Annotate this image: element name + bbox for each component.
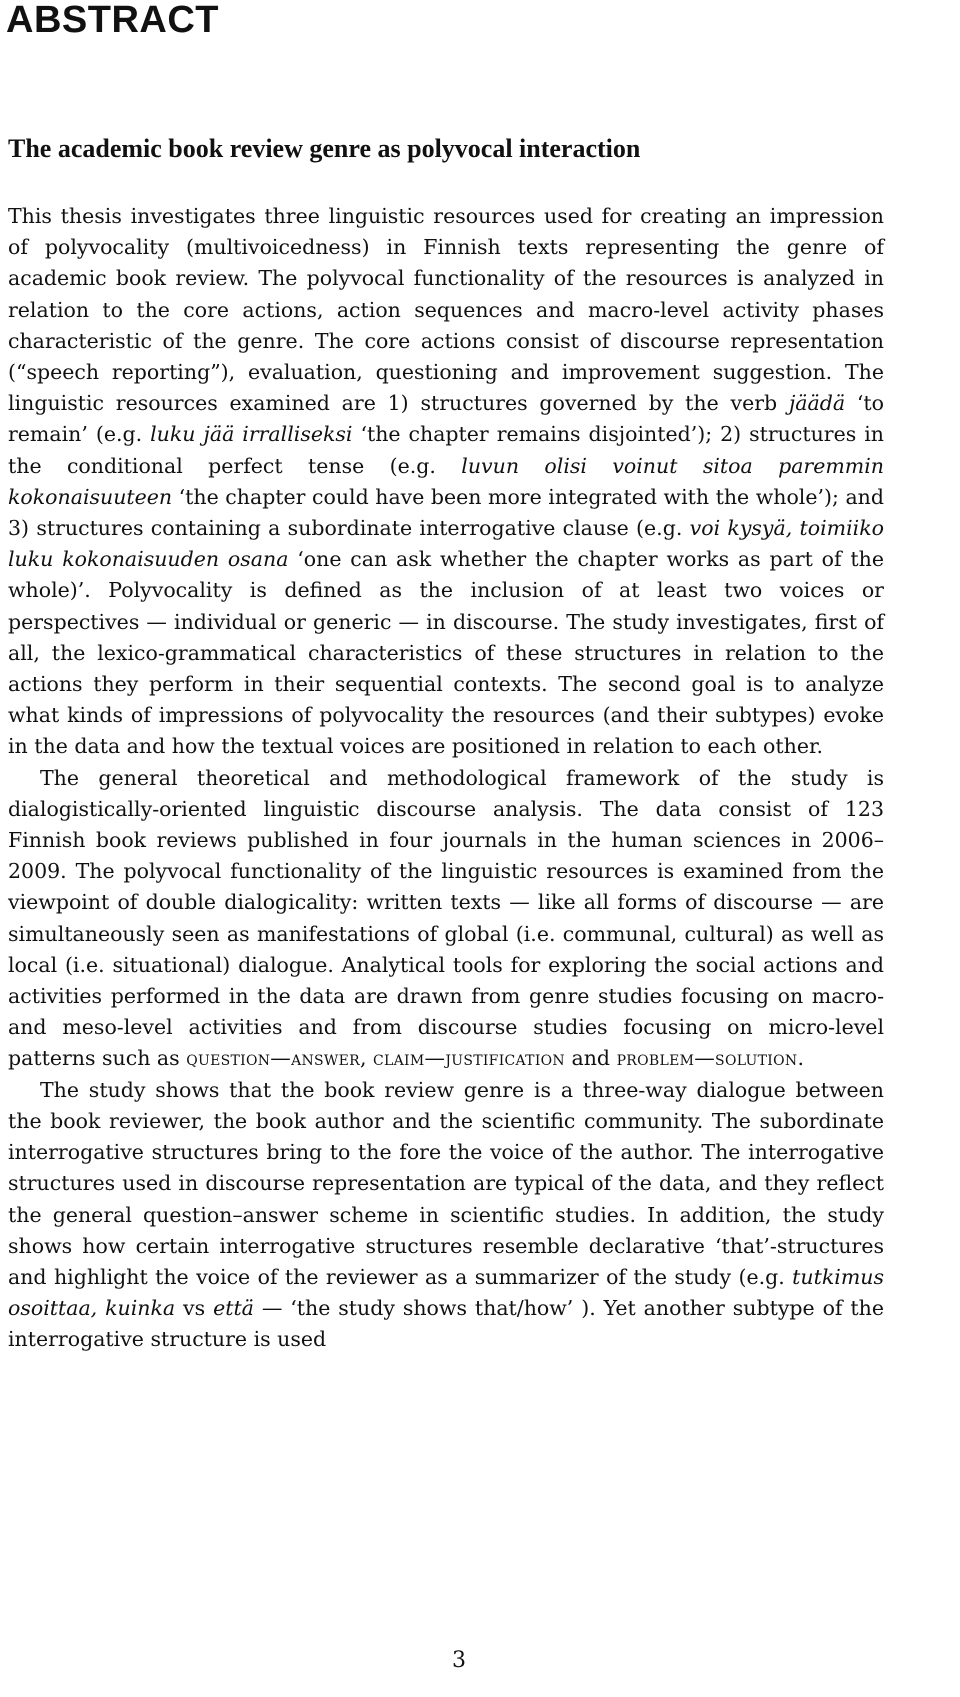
document-page: ABSTRACT The academic book review genre as polyvocal interaction This thesis investigates three linguistic resources used for creating an impression of polyvocality (multivoicedness) in Finnish texts representing the genre of academic book review. The polyvocal functionality of the resources is analyzed in relation to the core actions, action sequences and macro-level activity phases characteristic of the genre. The core actions consist of discourse representation (“speech reporting”), evaluation, questioning and improvement suggestion. The linguistic resources examined are 1) structures governed by the verb jäädä ‘to remain’ (e.g. luku jää irralliseksi ‘the chapter remains disjointed’); 2) structures in the conditional perfect tense (e.g. luvun olisi voinut sitoa paremmin kokonaisuuteen ‘the chapter could have been more integrated with the whole’); and 3) structures containing a subordinate interrogative clause (e.g. voi kysyä, toimiiko luku kokonaisuuden osana ‘one can ask whether the chapter works as part of the whole)’. Polyvocality is defined as the inclusion of at least two voices or perspectives — individual or generic — in discourse. The study investigates, first of all, the lexico-grammatical characteristics of these structures in relation to the actions they perform in their sequential contexts. The second goal is to analyze what kinds of impressions of polyvocality the resources (and their subtypes) evoke in the data and how the textual voices are positioned in relation to each other. The general theoretical and methodological framework of the study is dialogistically-oriented linguistic discourse analysis. The data consist of 123 Finnish book reviews published in four journals in the human sciences in 2006–2009. The polyvocal functionality of the linguistic resources is examined from the viewpoint of double dialogicality: written texts — like all forms of discourse — are simultaneously seen as manifestations of global (i.e. communal, cultural) as well as local (i.e. situational) dialogue. Analytical tools for exploring the social actions and activities performed in the data are drawn from genre studies focusing on macro- and meso-level activities and from discourse studies focusing on micro-level patterns such as question—answer, claim—justification and problem—solution. The study shows that the book review genre is a three-way dialogue between the book reviewer, the book author and the scientific community. The subordinate interrogative structures bring to the fore the voice of the author. The interrogative structures used in discourse representation are typical of the data, and they reflect the general question–answer scheme in scientific studies. In addition, the study shows how certain interrogative structures resemble declarative ‘that’-structures and highlight the voice of the reviewer as a summarizer of the study (e.g. tutkimus osoittaa, kuinka vs että — ‘the study shows that/how’ ). Yet another subtype of the interrogative structure is used 3 bbox=[0, 0, 960, 1697]
abstract-paragraph-2: The general theoretical and methodological framework of the study is dialogistically-oriented linguistic discourse analysis. The data consist of 123 Finnish book reviews published in four journals in the human sciences in 2006–2009. The polyvocal functionality of the linguistic resources is examined from the viewpoint of double dialogicality: written texts — like all forms of discourse — are simultaneously seen as manifestations of global (i.e. communal, cultural) as well as local (i.e. situational) dialogue. Analytical tools for exploring the social actions and activities performed in the data are drawn from genre studies focusing on macro- and meso-level activities and from discourse studies focusing on micro-level patterns such as question—answer, claim—justification and problem—solution. bbox=[8, 765, 884, 1071]
abstract-paragraph-1: This thesis investigates three linguistic resources used for creating an impression of polyvocality (multivoicedness) in Finnish texts representing the genre of academic book review. The polyvocal functionality of the resources is analyzed in relation to the core actions, action sequences and macro-level activity phases characteristic of the genre. The core actions consist of discourse representation (“speech reporting”), evaluation, questioning and improvement suggestion. The linguistic resources examined are 1) structures governed by the verb jäädä ‘to remain’ (e.g. luku jää irralliseksi ‘the chapter remains disjointed’); 2) structures in the conditional perfect tense (e.g. luvun olisi voinut sitoa paremmin kokonaisuuteen ‘the chapter could have been more integrated with the whole’); and 3) structures containing a subordinate interrogative clause (e.g. voi kysyä, toimiiko luku kokonaisuuden osana ‘one can ask whether the chapter works as part of the whole)’. Polyvocality is defined as the inclusion of at least two voices or perspectives — individual or generic — in discourse. The study investigates, first of all, the lexico-grammatical characteristics of these structures in relation to the actions they perform in their sequential contexts. The second goal is to analyze what kinds of impressions of polyvocality the resources (and their subtypes) evoke in the data and how the textual voices are positioned in relation to each other. bbox=[8, 204, 885, 759]
abstract-paragraph-3: The study shows that the book review genre is a three-way dialogue between the book reviewer, the book author and the scientific community. The subordinate interrogative structures bring to the fore the voice of the author. The interrogative structures used in discourse representation are typical of the data, and they reflect the general question–answer scheme in scientific studies. In addition, the study shows how certain interrogative structures resemble declarative ‘that’-structures and highlight the voice of the reviewer as a summarizer of the study (e.g. tutkimus osoittaa, kuinka vs että — ‘the study shows that/how’ ). Yet another subtype of the interrogative structure is used bbox=[8, 1077, 884, 1352]
abstract-body bbox=[8, 201, 884, 1356]
thesis-title: The academic book review genre as polyvocal interaction bbox=[8, 134, 641, 163]
page-heading: ABSTRACT bbox=[6, 0, 219, 41]
